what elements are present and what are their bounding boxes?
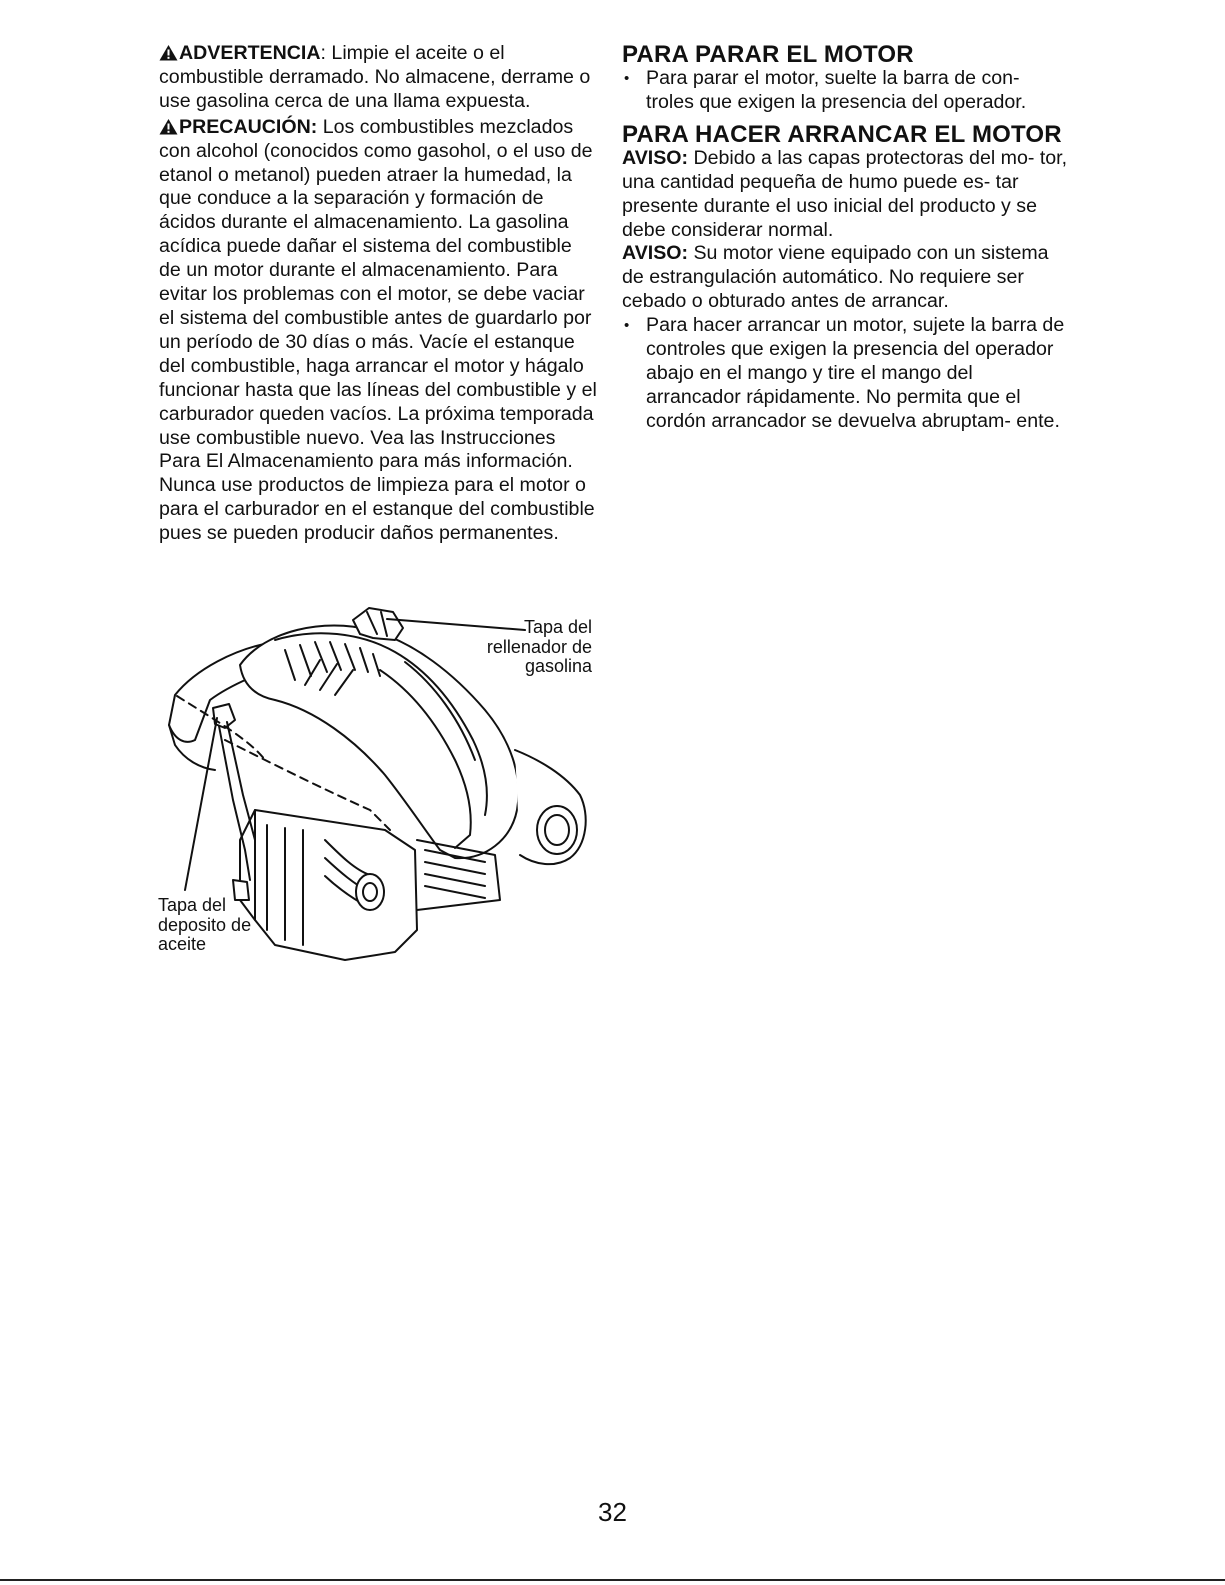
warning-text: : Limpie el aceite o el combustible derramado. No almacene, derrame o use gasolina cerca de una llama expuesta. (159, 42, 591, 112)
warning-triangle-icon (159, 44, 178, 61)
caution-text: Los combustibles mezclados con alcohol (conocidos como gasohol, o el uso de etanol o metanol) pueden atraer la humedad, la que conduce a la separación y formación de ácidos durante el almacenamiento. La gasolina acídica puede dañar el sistema del combustible de un motor durante el almacenamiento. Para evitar los problemas con el motor, se debe vaciar el sistema del combustible antes de guardarlo por un período de 30 días o más. Vacíe el estanque del combustible, haga arrancar el motor y hágalo funcionar hasta que las líneas del combustible y el carburador queden vacíos. La próxima temporada use combustible nuevo. Vea las Instrucciones Para El Almacenamiento para más información. Nunca use productos de limpieza para el motor o para el carburador en el estanque del combustible pues se pueden producir daños permanentes. (159, 115, 597, 545)
notice-smoke-paragraph (622, 147, 1072, 243)
stop-engine-heading: PARA PARAR EL MOTOR (622, 41, 914, 68)
bullet-icon: • (624, 317, 630, 335)
engine-figure (155, 600, 600, 975)
caution-paragraph (159, 116, 599, 546)
left-column (159, 42, 599, 546)
caution-triangle-icon (159, 118, 178, 135)
right-column (622, 42, 1072, 434)
caution-label: PRECAUCIÓN: (179, 115, 318, 138)
notice-choke-paragraph (622, 242, 1072, 314)
warning-label: ADVERTENCIA (179, 42, 321, 64)
oil-cap-callout: Tapa del deposito de aceite (158, 895, 252, 954)
list-item (622, 67, 1072, 115)
page-number: 32 (598, 1497, 627, 1527)
warning-paragraph (159, 42, 599, 114)
bottom-divider (0, 1579, 1225, 1581)
notice-label: AVISO: (622, 242, 689, 265)
notice-label: AVISO: (622, 146, 689, 169)
list-item (622, 314, 1072, 434)
start-engine-list (622, 314, 1072, 434)
stop-engine-text: Para parar el motor, suelte la barra de con- troles que exigen la presencia del operador. (646, 67, 1027, 113)
bullet-icon: • (624, 70, 630, 87)
start-engine-text: Para hacer arrancar un motor, sujete la barra de controles que exigen la presencia del operador abajo en el mango y tire el mango del arrancador rápidamente. No permita que el cordón arrancador se devuelva abruptam- ente. (646, 314, 1065, 432)
start-engine-heading: PARA HACER ARRANCAR EL MOTOR (622, 120, 1062, 148)
notice-smoke-text: Debido a las capas protectoras del mo- tor, una cantidad pequeña de humo puede es- tar presente durante el uso inicial del producto y se debe considerar normal. (622, 146, 1068, 241)
notice-choke-text: Su motor viene equipado con un sistema de estrangulación automático. No requiere ser cebado o obturado antes de arrancar. (622, 242, 1049, 313)
fuel-cap-callout: Tapa del rellenador de gasolina (486, 617, 592, 676)
stop-engine-list (622, 67, 1072, 115)
